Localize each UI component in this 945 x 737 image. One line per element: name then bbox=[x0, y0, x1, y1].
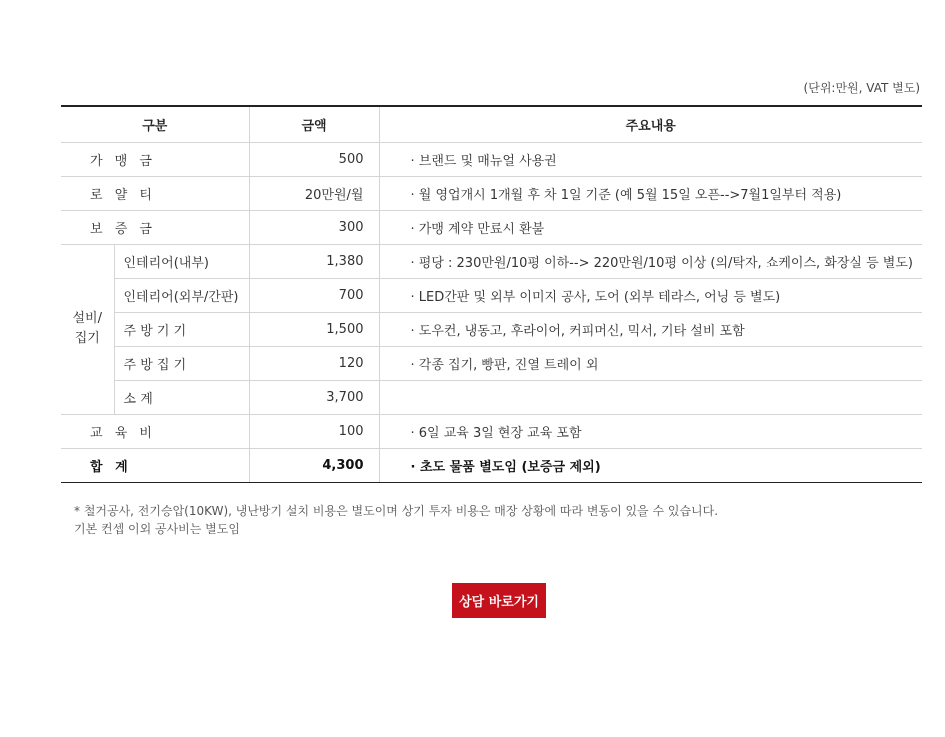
unit-note: (단위:만원, VAT 별도) bbox=[803, 81, 920, 95]
row-label: 로 얄 티 bbox=[61, 176, 249, 210]
row-amount: 700 bbox=[249, 278, 379, 312]
table-row bbox=[61, 244, 922, 278]
row-amount: 3,700 bbox=[249, 380, 379, 414]
footnote-line: 기본 컨셉 이외 공사비는 별도임 bbox=[74, 522, 240, 536]
row-desc: · 도우컨, 냉동고, 후라이어, 커피머신, 믹서, 기타 설비 포함 bbox=[379, 312, 922, 346]
row-label: 소 계 bbox=[114, 380, 249, 414]
row-desc bbox=[379, 380, 922, 414]
row-desc: · 평당 : 230만원/10평 이하--> 220만원/10평 이상 (의/탁자, 쇼케이스, 화장실 등 별도) bbox=[379, 244, 922, 278]
total-desc: · 초도 물품 별도임 (보증금 제외) bbox=[379, 448, 922, 482]
row-label: 인테리어(외부/간판) bbox=[114, 278, 249, 312]
row-label: 인테리어(내부) bbox=[114, 244, 249, 278]
row-amount: 1,500 bbox=[249, 312, 379, 346]
row-desc: · 월 영업개시 1개월 후 차 1일 기준 (예 5월 15일 오픈-->7월1일부터 적용) bbox=[379, 176, 922, 210]
row-amount: 300 bbox=[249, 210, 379, 244]
row-amount: 500 bbox=[249, 142, 379, 176]
row-desc: · 가맹 계약 만료시 환불 bbox=[379, 210, 922, 244]
row-amount: 1,380 bbox=[249, 244, 379, 278]
row-label: 보 증 금 bbox=[61, 210, 249, 244]
header-amount: 금액 bbox=[249, 106, 379, 142]
footnotes bbox=[74, 502, 718, 538]
table-row bbox=[61, 142, 922, 176]
row-desc: · 6일 교육 3일 현장 교육 포함 bbox=[379, 414, 922, 448]
header-details: 주요내용 bbox=[379, 106, 922, 142]
startup-cost-table bbox=[61, 105, 922, 483]
row-desc: · LED간판 및 외부 이미지 공사, 도어 (외부 테라스, 어닝 등 별도) bbox=[379, 278, 922, 312]
table-row bbox=[61, 346, 922, 380]
row-label: 교 육 비 bbox=[61, 414, 249, 448]
row-desc: · 브랜드 및 매뉴얼 사용권 bbox=[379, 142, 922, 176]
table-row bbox=[61, 414, 922, 448]
row-amount: 100 bbox=[249, 414, 379, 448]
row-amount: 20만원/월 bbox=[249, 176, 379, 210]
table-row bbox=[61, 278, 922, 312]
total-amount: 4,300 bbox=[249, 448, 379, 482]
table-header-row bbox=[61, 106, 922, 142]
footnote-line: * 철거공사, 전기승압(10KW), 냉난방기 설치 비용은 별도이며 상기 투자 비용은 매장 상황에 따라 변동이 있을 수 있습니다. bbox=[74, 504, 719, 518]
header-category: 구분 bbox=[61, 106, 249, 142]
row-label: 가 맹 금 bbox=[61, 142, 249, 176]
table-row bbox=[61, 210, 922, 244]
table-row bbox=[61, 312, 922, 346]
table-row bbox=[61, 176, 922, 210]
row-label: 주 방 기 기 bbox=[114, 312, 249, 346]
total-row bbox=[61, 448, 922, 482]
consultation-button[interactable]: 상담 바로가기 bbox=[452, 583, 546, 618]
table-row bbox=[61, 380, 922, 414]
total-label: 합 계 bbox=[61, 448, 249, 482]
row-desc: · 각종 집기, 빵판, 진열 트레이 외 bbox=[379, 346, 922, 380]
equipment-group-label: 설비/ 집기 bbox=[61, 244, 114, 414]
row-amount: 120 bbox=[249, 346, 379, 380]
row-label: 주 방 집 기 bbox=[114, 346, 249, 380]
